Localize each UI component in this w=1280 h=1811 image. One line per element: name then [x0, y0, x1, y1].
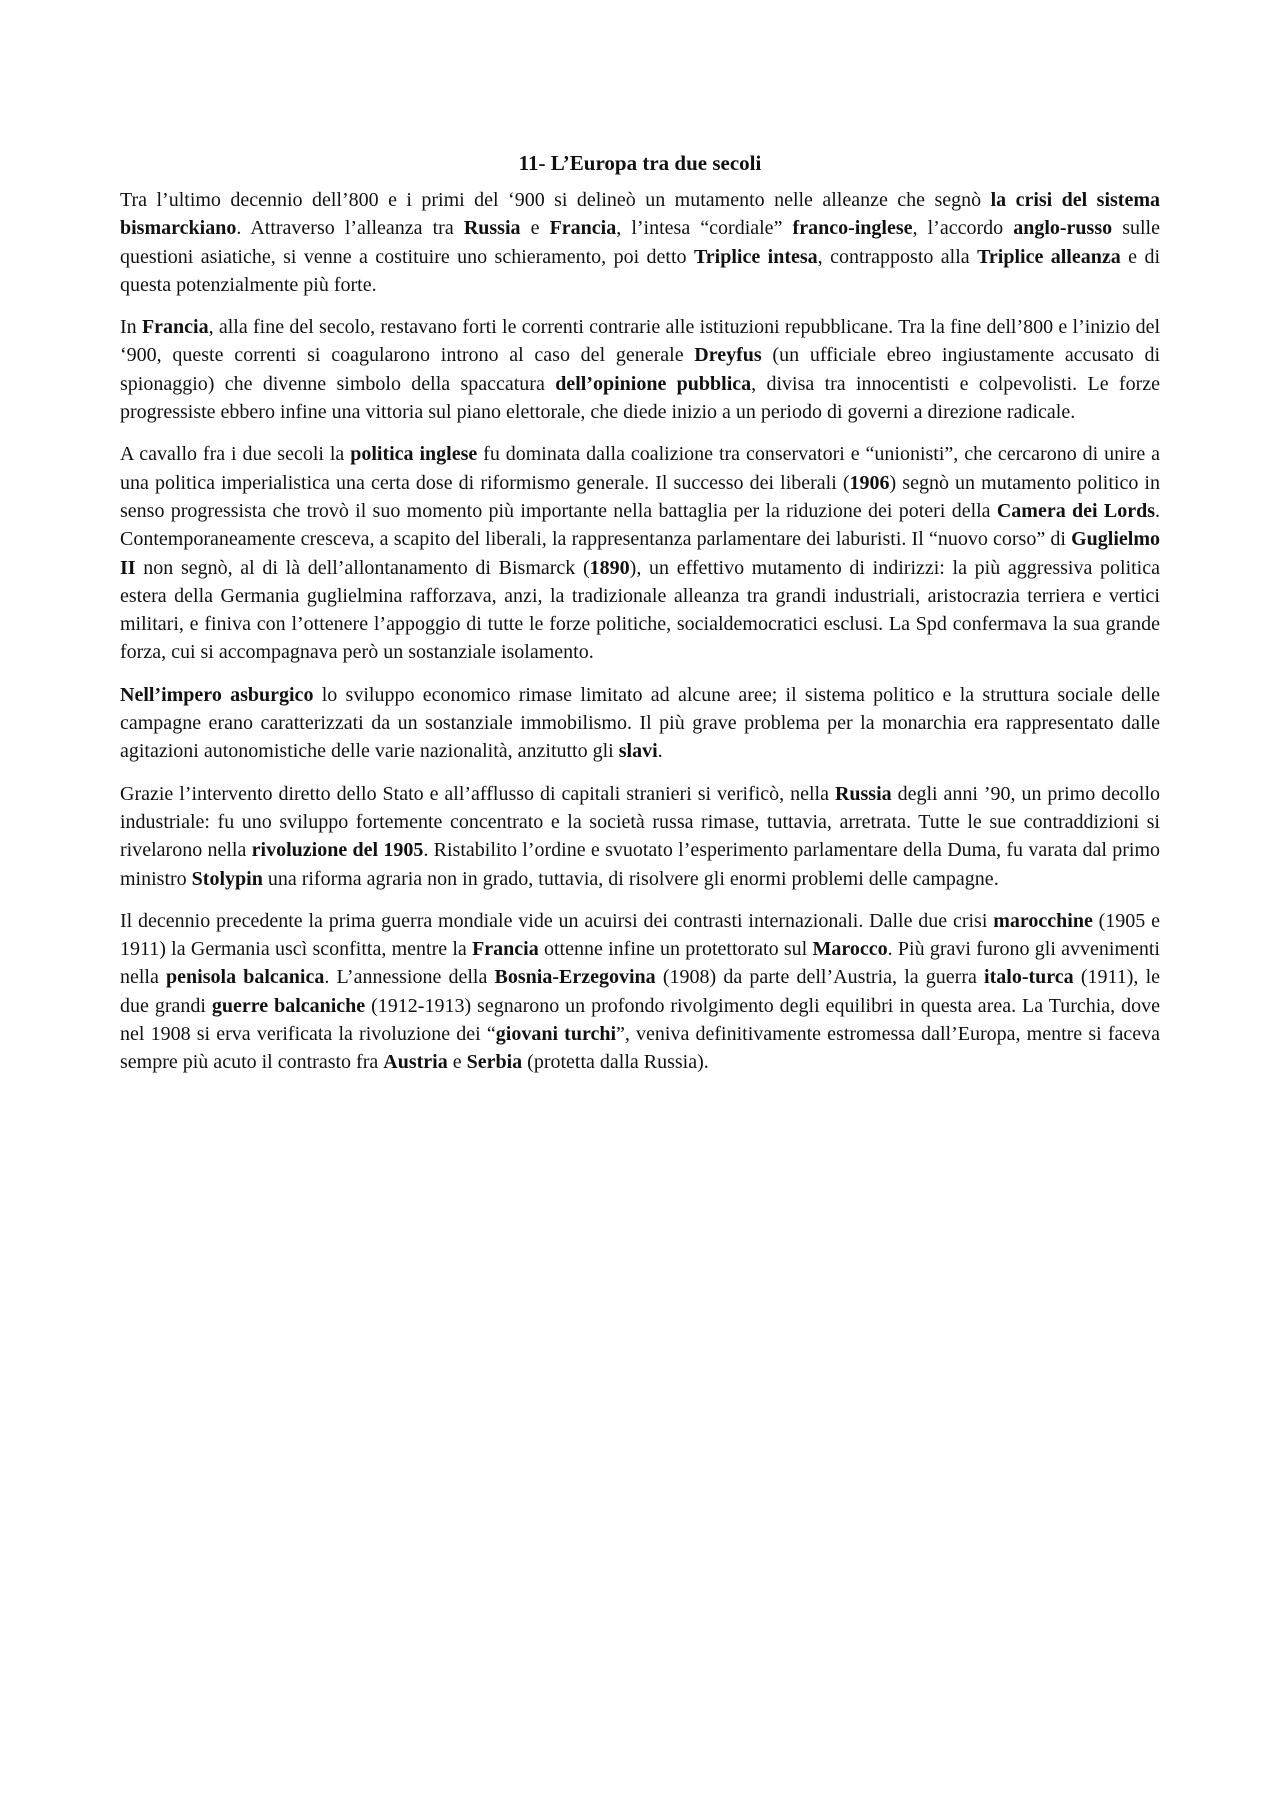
paragraph	[120, 313, 1160, 426]
bold-text: Stolypin	[191, 867, 263, 890]
bold-text: giovani turchi	[495, 1023, 617, 1046]
text-run: A cavallo fra i due secoli la	[120, 443, 351, 466]
bold-text: Marocco	[812, 938, 888, 961]
bold-text: Francia	[549, 217, 617, 240]
text-run: Tra l’ultimo decennio dell’800 e i primi del ‘900 si delineò un mutamento nelle alleanze che segnò	[120, 189, 991, 211]
bold-text: politica inglese	[350, 443, 478, 466]
text-run: ”, veniva definitivamente estromessa dall’Europa, mentre si faceva sempre più acuto il contrasto fra	[120, 1023, 1160, 1074]
bold-text: slavi	[618, 740, 658, 763]
text-run: Grazie l’intervento diretto dello Stato e all’afflusso di capitali stranieri si verificò, nella	[120, 782, 835, 805]
paragraph	[120, 440, 1160, 666]
bold-text: Francia	[141, 316, 209, 339]
bold-text: 1906	[849, 471, 890, 494]
bold-text: Austria	[383, 1051, 448, 1074]
text-run: lo sviluppo economico rimase limitato ad alcune aree; il sistema politico e la struttura sociale delle campagne erano caratterizzati da un sostanziale immobilismo. Il più grave problema per la monarchia era rappresentato dalle agitazioni autonomistiche delle varie nazionalità, anzitutto gli	[120, 683, 1161, 763]
bold-text: rivoluzione del 1905	[251, 839, 424, 862]
bold-text: Triplice intesa	[693, 245, 818, 268]
bold-text: guerre balcaniche	[211, 994, 366, 1017]
text-run: . Contemporaneamente cresceva, a scapito del liberali, la rappresentanza parlamentare dei laburisti. Il “nuovo corso” di	[120, 499, 1160, 551]
text-run: non segnò, al di là dell’allontanamento di Bismarck (	[135, 556, 590, 579]
bold-text: 1890	[589, 556, 630, 579]
bold-text: Triplice alleanza	[977, 245, 1121, 268]
bold-text: dell’opinione pubblica	[555, 372, 752, 395]
text-run: , contrapposto alla	[817, 245, 978, 268]
text-run: una riforma agraria non in grado, tuttavia, di risolvere gli enormi problemi delle campagne.	[262, 867, 999, 890]
document-page	[120, 148, 1160, 1091]
text-run: e di questa potenzialmente più forte.	[120, 245, 1161, 296]
text-run: e	[520, 217, 550, 240]
text-run: , l’intesa “cordiale”	[616, 217, 793, 240]
bold-text: Russia	[834, 782, 892, 805]
text-run: (1912-1913) segnarono un profondo rivolgimento degli equilibri in questa area. La Turchia, dove nel 1908 si erva verificata la rivoluzione dei “	[120, 994, 1160, 1046]
bold-text: Guglielmo II	[120, 528, 1160, 579]
text-run: (un ufficiale ebreo ingiustamente accusato di spionaggio) che divenne simbolo della spaccatura	[120, 344, 1160, 395]
text-run: . Più gravi furono gli avvenimenti nella	[120, 938, 1160, 989]
text-run: degli anni ’90, un primo decollo industriale: fu uno sviluppo fortemente concentrato e la società russa rimase, tuttavia, arretrata. Tutte le sue contraddizioni si rivelarono nella	[120, 782, 1160, 862]
text-run: fu dominata dalla coalizione tra conservatori e “unionisti”, che cercarono di unire a una politica imperialistica una certa dose di riformismo generale. Il successo dei liberali (	[120, 443, 1160, 494]
text-run: , l’accordo	[912, 217, 1014, 240]
bold-text: Russia	[463, 217, 521, 240]
text-run: , divisa tra innocentisti e colpevolisti. Le forze progressiste ebbero infine una vittoria sul piano elettorale, che diede inizio a un periodo di governi a direzione radicale.	[120, 372, 1160, 424]
text-run: (1908) da parte dell’Austria, la guerra	[655, 966, 985, 989]
bold-text: marocchine	[993, 909, 1093, 932]
bold-text: la crisi del sistema bismarckiano	[120, 189, 1160, 240]
paragraph	[120, 681, 1160, 766]
bold-text: Bosnia-Erzegovina	[494, 966, 656, 989]
text-run: Il decennio precedente la prima guerra mondiale vide un acuirsi dei contrasti internazionali. Dalle due crisi	[120, 909, 994, 932]
text-run: ) segnò un mutamento politico in senso progressista che trovò il suo momento più importante nella battaglia per la riduzione dei poteri della	[120, 471, 1160, 522]
text-run: .	[657, 740, 663, 763]
text-run: . Ristabilito l’ordine e svuotato l’esperimento parlamentare della Duma, fu varata dal primo ministro	[120, 839, 1160, 890]
text-run: In	[120, 316, 142, 339]
text-run: (1905 e 1911) la Germania uscì sconfitta, mentre la	[120, 909, 1160, 961]
text-run: e	[447, 1051, 467, 1074]
bold-text: penisola balcanica	[166, 966, 325, 989]
text-run: , alla fine del secolo, restavano forti le correnti contrarie alle istituzioni repubblicane. Tra la fine dell’800 e l’inizio del ‘900, queste correnti si coagularono introno al caso del generale	[120, 316, 1160, 367]
text-run: ottenne infine un protettorato sul	[538, 938, 813, 961]
bold-text: Nell’impero asburgico	[120, 683, 314, 706]
text-run: . L’annessione della	[324, 966, 495, 989]
bold-text: italo-turca	[984, 966, 1074, 989]
bold-text: anglo-russo	[1013, 217, 1113, 240]
paragraph	[120, 907, 1160, 1077]
bold-text: Camera dei Lords	[996, 499, 1155, 522]
text-run: sulle questioni asiatiche, si venne a costituire uno schieramento, poi detto	[120, 217, 1160, 268]
document-body	[120, 186, 1160, 1077]
paragraph	[120, 780, 1160, 893]
bold-text: franco-inglese	[792, 217, 913, 240]
text-run: (protetta dalla Russia).	[522, 1051, 709, 1074]
paragraph	[120, 186, 1160, 299]
bold-text: Serbia	[466, 1051, 523, 1074]
bold-text: Dreyfus	[694, 344, 762, 367]
bold-text: Francia	[472, 938, 539, 961]
text-run: (1911), le due grandi	[120, 966, 1161, 1017]
text-run: ), un effettivo mutamento di indirizzi: la più aggressiva politica estera della Germania guglielmina rafforzava, anzi, la tradizionale alleanza tra grandi industriali, aristocrazia terriera e vertici militari, e finiva con l’ottenere l’appoggio di tutte le forze politiche, socialdemocratici esclusi. La Spd confermava la sua grande forza, cui si accompagnava però un sostanziale isolamento.	[120, 556, 1160, 664]
document-title: 11- L’Europa tra due secoli	[518, 151, 762, 175]
text-run: . Attraverso l’alleanza tra	[236, 217, 464, 240]
